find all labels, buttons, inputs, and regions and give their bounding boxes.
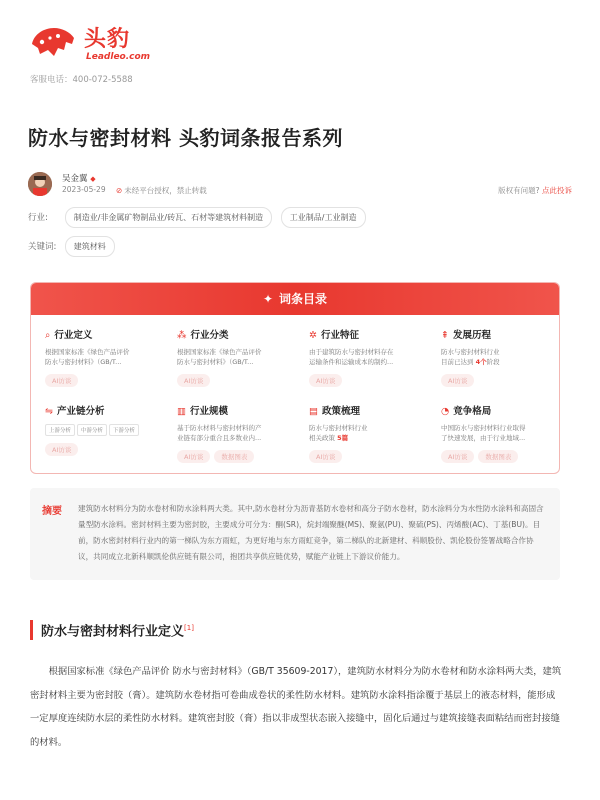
catalog-item[interactable] bbox=[441, 403, 560, 463]
policy-icon: ▤ bbox=[309, 406, 318, 417]
ai-interview-pill[interactable]: AI访谈 bbox=[177, 450, 210, 463]
article-meta bbox=[28, 172, 572, 196]
ai-interview-pill[interactable]: AI访谈 bbox=[309, 450, 342, 463]
search-icon: ⌕ bbox=[45, 330, 51, 341]
tree-icon: ⁂ bbox=[177, 330, 187, 341]
author-name[interactable]: 吴金翼 ◆ bbox=[62, 174, 96, 184]
avatar[interactable] bbox=[28, 172, 52, 196]
chain-subtab[interactable]: 下游分析 bbox=[109, 424, 139, 436]
abstract-box bbox=[30, 488, 560, 580]
verified-icon: ◆ bbox=[90, 175, 96, 183]
brand-name[interactable]: 头豹 bbox=[84, 27, 131, 52]
highlight-count: 5篇 bbox=[337, 434, 349, 442]
keyword-row bbox=[28, 236, 121, 257]
abstract-label: 摘要 bbox=[42, 506, 62, 517]
industry-tag[interactable]: 工业制品/工业制造 bbox=[281, 207, 366, 228]
reference-link[interactable]: [1] bbox=[184, 624, 194, 632]
chain-subtab[interactable]: 上游分析 bbox=[45, 424, 75, 436]
history-icon: ⇞ bbox=[441, 330, 449, 341]
leopard-logo-icon[interactable] bbox=[28, 22, 78, 60]
industry-tag[interactable]: 制造业/非金属矿物制品业/砖瓦、石材等建筑材料制造 bbox=[65, 207, 272, 228]
catalog-item-desc: 基于防水材料与密封材料的产 业链有部分重合且多数业内... bbox=[177, 424, 262, 442]
section-body: 根据国家标准《绿色产品评价 防水与密封材料》（GB/T 35609-2017），建筑防水材料分为防水卷材和防水涂料两大类，建筑密封材料主要为密封胶（膏）。建筑防水卷材指可卷曲成卷状的柔性防水材料。建筑防水涂料指涂覆于基层上的液态材料，能形成一定厚度连续防水层的柔性防水材料。建筑密封胶（膏）指以非成型状态嵌入接缝中，固化后通过与建筑接缝表面粘结而密封接缝的材料。 bbox=[30, 666, 562, 748]
catalog-item[interactable] bbox=[45, 327, 169, 387]
catalog-item-title[interactable]: ▤ 政策梳理 bbox=[309, 406, 360, 417]
page-title: 防水与密封材料 头豹词条报告系列 bbox=[28, 126, 343, 150]
catalog-item[interactable] bbox=[45, 403, 169, 456]
report-link[interactable]: 点此投诉 bbox=[542, 186, 572, 195]
data-chart-pill[interactable]: 数据图表 bbox=[478, 450, 518, 463]
highlight-count: 4个 bbox=[475, 358, 487, 366]
brand-domain: Leadleo.com bbox=[86, 52, 151, 62]
catalog-item-title[interactable]: ▥ 行业规模 bbox=[177, 406, 228, 417]
service-phone: 客服电话：400-072-5588 bbox=[30, 75, 133, 85]
bar-icon: ▥ bbox=[177, 406, 186, 417]
catalog-item[interactable] bbox=[177, 327, 301, 387]
ai-interview-pill[interactable]: AI访谈 bbox=[45, 374, 78, 387]
catalog-item-title[interactable]: ⌕ 行业定义 bbox=[45, 330, 93, 341]
catalog-item-desc: 防水与密封材料行业 相关政策 5篇 bbox=[309, 424, 368, 442]
section-title: 防水与密封材料行业定义[1] bbox=[30, 620, 194, 640]
keyword-label: 关键词: bbox=[28, 242, 57, 252]
ai-interview-pill[interactable]: AI访谈 bbox=[177, 374, 210, 387]
feature-icon: ✲ bbox=[309, 330, 317, 341]
copyright-report: 版权有问题? 点此投诉 bbox=[498, 186, 572, 195]
catalog-item[interactable] bbox=[309, 403, 433, 463]
publish-date: 2023-05-29 bbox=[62, 185, 106, 194]
catalog-item-desc: 由于建筑防水与密封材料存在 运输条件和运输成本的制约... bbox=[309, 348, 394, 366]
catalog-item-title[interactable]: ✲ 行业特征 bbox=[309, 330, 359, 341]
industry-row bbox=[28, 207, 372, 228]
pie-icon: ◔ bbox=[441, 406, 450, 417]
catalog-item-desc: 中国防水与密封材料行业取得 了快速发展，由于行业地域... bbox=[441, 424, 526, 442]
catalog-grid bbox=[31, 315, 559, 474]
catalog-item-title[interactable]: ⇋ 产业链分析 bbox=[45, 406, 105, 417]
chain-subtab[interactable]: 中游分析 bbox=[77, 424, 107, 436]
ai-interview-pill[interactable]: AI访谈 bbox=[441, 450, 474, 463]
catalog-item-desc: 根据国家标准《绿色产品评价 防水与密封材料》（GB/T... bbox=[177, 348, 262, 366]
catalog-title: 词条目录 bbox=[279, 292, 328, 306]
data-chart-pill[interactable]: 数据图表 bbox=[214, 450, 254, 463]
reprint-notice: ⊘ 未经平台授权，禁止转载 bbox=[116, 186, 207, 195]
site-header bbox=[28, 18, 588, 88]
catalog-item-title[interactable]: ◔ 竞争格局 bbox=[441, 406, 492, 417]
leopard-icon: ✦ bbox=[262, 292, 274, 306]
catalog-item-desc: 根据国家标准《绿色产品评价 防水与密封材料》（GB/T... bbox=[45, 348, 130, 366]
prohibit-icon: ⊘ bbox=[116, 186, 123, 195]
ai-interview-pill[interactable]: AI访谈 bbox=[441, 374, 474, 387]
catalog-item[interactable] bbox=[309, 327, 433, 387]
catalog-item-title[interactable]: ⇞ 发展历程 bbox=[441, 330, 491, 341]
catalog-item-title[interactable]: ⁂ 行业分类 bbox=[177, 330, 229, 341]
catalog-item[interactable] bbox=[441, 327, 560, 387]
keyword-tag[interactable]: 建筑材料 bbox=[65, 236, 115, 257]
catalog-item[interactable] bbox=[177, 403, 301, 463]
industry-label: 行业: bbox=[28, 213, 48, 223]
catalog-panel bbox=[30, 282, 560, 474]
ai-interview-pill[interactable]: AI访谈 bbox=[309, 374, 342, 387]
abstract-text: 建筑防水材料分为防水卷材和防水涂料两大类。其中,防水卷材分为沥青基防水卷材和高分子防水卷材，防水涂料分为水性防水涂料和高固含量型防水涂料。密封材料主要为密封胶，主要成分可分为：酮(SR)，烷封端聚醚(MS)、聚氨(PU)、聚硫(PS)、丙烯酸(AC)、丁基(BU)。目前，防水密封材料行业内的第一梯队为东方雨虹，为更好地与东方雨虹竞争，第二梯队的北新建材、科顺股份、凯伦股份签署战略合作协议，共同成立北新科顺凯伦供应链有限公司，抱团共享供应链优势，赋能产业链上下游议价能力。 bbox=[78, 504, 544, 561]
catalog-header bbox=[31, 283, 559, 315]
catalog-item-desc: 防水与密封材料行业 目前已达到 4个阶段 bbox=[441, 348, 500, 366]
ai-interview-pill[interactable]: AI访谈 bbox=[45, 443, 78, 456]
chain-icon: ⇋ bbox=[45, 406, 53, 417]
